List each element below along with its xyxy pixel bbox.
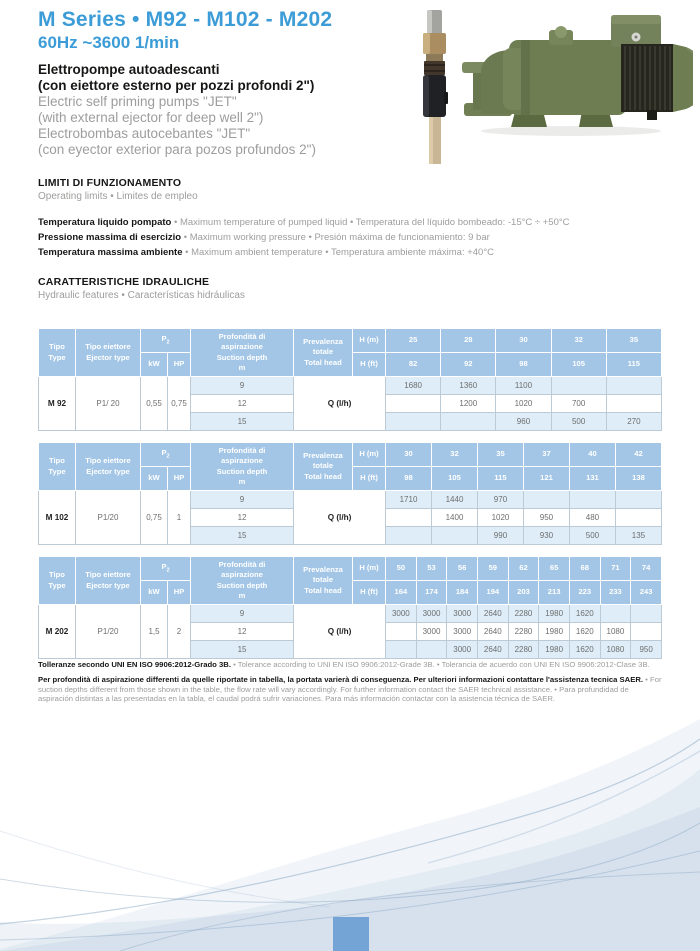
operating-limits-section <box>38 177 662 260</box>
description-line-en: Electric self priming pumps "JET" <box>38 93 237 109</box>
col-header-p2: $P_2$ <box>141 329 191 353</box>
spec-value: • Maximum temperature of pumped liquid • Temperatura del líquido bombeado: -15°C ÷ +50°C <box>171 217 570 228</box>
head-ft-value: 138 <box>615 467 661 491</box>
suction-depth-note <box>38 675 665 704</box>
flow-value: 2640 <box>477 605 508 623</box>
col-header-total-head: Prevalenza totale Total head <box>294 443 353 491</box>
flow-value: 1360 <box>441 377 496 395</box>
flow-value <box>523 491 569 509</box>
flow-value: 2280 <box>508 641 539 659</box>
col-header-type: Tipo Type <box>39 557 76 605</box>
head-ft-value: 184 <box>447 581 478 605</box>
spec-label: Temperatura massima ambiente <box>38 247 183 258</box>
note-bold: Per profondità di aspirazione differenti da quelle riportate in tabella, la portata varierà di conseguenza. Per ulteriori informazioni contattare l'assistenza tecnica SAER. <box>38 674 644 684</box>
flow-value: 1080 <box>600 623 631 641</box>
flow-value: 500 <box>551 413 606 431</box>
description-line-es: Electrobombas autocebantes "JET" <box>38 125 251 141</box>
flow-value: 135 <box>615 527 661 545</box>
head-m-value: 32 <box>432 443 478 467</box>
note-rest: • Tolerance according to UNI EN ISO 9906:2012-Grade 3B. • Tolerancia de acuerdo con UNI EN ISO 9906:2012-Clase 3B. <box>230 660 650 669</box>
hydraulics-heading: CARATTERISTICHE IDRAULICHE <box>38 276 210 288</box>
col-header-hp: HP <box>168 353 191 377</box>
flow-value: 990 <box>477 527 523 545</box>
flow-unit-label: Q (l/h) <box>294 377 386 431</box>
head-m-value: 42 <box>615 443 661 467</box>
head-ft-value: 203 <box>508 581 539 605</box>
suction-depth-value: 15 <box>191 641 294 659</box>
head-ft-value: 115 <box>606 353 661 377</box>
product-description <box>38 62 408 158</box>
flow-value: 950 <box>631 641 662 659</box>
power-kw: 0,75 <box>141 491 168 545</box>
hydraulic-tables <box>38 328 662 670</box>
head-m-value: 62 <box>508 557 539 581</box>
flow-value: 1980 <box>539 623 570 641</box>
spec-label: Temperatura liquido pompato <box>38 217 172 228</box>
power-hp: 0,75 <box>168 377 191 431</box>
flow-value: 2640 <box>477 641 508 659</box>
col-header-p2: $P_2$ <box>141 443 191 467</box>
power-hp: 1 <box>168 491 191 545</box>
footnotes <box>38 660 665 709</box>
ejector-type: P1/20 <box>76 491 141 545</box>
flow-unit-label: Q (l/h) <box>294 605 386 659</box>
flow-value: 3000 <box>447 623 478 641</box>
head-m-value: 30 <box>496 329 551 353</box>
power-hp: 2 <box>168 605 191 659</box>
head-m-value: 40 <box>569 443 615 467</box>
flow-value <box>386 623 417 641</box>
flow-value: 930 <box>523 527 569 545</box>
power-kw: 0,55 <box>141 377 168 431</box>
hydraulic-table-m92 <box>38 328 662 431</box>
flow-value <box>432 527 478 545</box>
flow-value <box>441 413 496 431</box>
decorative-waves <box>0 711 700 951</box>
row-header-head-m: H (m) <box>353 557 386 581</box>
head-ft-value: 243 <box>631 581 662 605</box>
suction-depth-value: 9 <box>191 605 294 623</box>
suction-depth-value: 12 <box>191 623 294 641</box>
flow-value <box>386 413 441 431</box>
flow-value: 2640 <box>477 623 508 641</box>
flow-value: 950 <box>523 509 569 527</box>
limits-spec-list <box>38 215 662 260</box>
description-line-es: (con eyector exterior para pozos profundos 2") <box>38 141 316 157</box>
spec-value: • Maximum ambient temperature • Temperatura ambiente máxima: +40°C <box>182 247 495 258</box>
ejector-type: P1/ 20 <box>76 377 141 431</box>
flow-value: 1080 <box>600 641 631 659</box>
flow-value: 2280 <box>508 605 539 623</box>
flow-value: 480 <box>569 509 615 527</box>
flow-value: 1400 <box>432 509 478 527</box>
head-ft-value: 105 <box>551 353 606 377</box>
ejector-illustration <box>423 10 448 164</box>
col-header-kw: kW <box>141 581 168 605</box>
col-header-type: Tipo Type <box>39 329 76 377</box>
note-rest: • For suction depths different from those shown in the table, the flow rate will vary accordingly. For further information contact the SAER technical assistance. • Para profundidad de aspiración distintas a las presentadas en la tabla, el caudal podrá sufrir variaciones. Para más información contactar con la asistencia técnica de SAER. <box>38 674 662 704</box>
head-ft-value: 164 <box>386 581 417 605</box>
power-kw: 1,5 <box>141 605 168 659</box>
flow-value: 1620 <box>569 641 600 659</box>
flow-value <box>631 605 662 623</box>
pump-model: M 202 <box>39 605 76 659</box>
row-header-head-m: H (m) <box>353 329 386 353</box>
suction-depth-value: 12 <box>191 509 294 527</box>
flow-value: 1020 <box>496 395 551 413</box>
head-m-value: 25 <box>386 329 441 353</box>
suction-depth-value: 9 <box>191 491 294 509</box>
flow-value: 500 <box>569 527 615 545</box>
col-header-total-head: Prevalenza totale Total head <box>294 557 353 605</box>
ejector-type: P1/20 <box>76 605 141 659</box>
page-title: M Series • M92 - M102 - M202 <box>38 8 333 31</box>
head-ft-value: 82 <box>386 353 441 377</box>
spec-line-max-pressure <box>38 230 662 245</box>
head-ft-value: 98 <box>496 353 551 377</box>
head-ft-value: 121 <box>523 467 569 491</box>
flow-value: 270 <box>606 413 661 431</box>
flow-value: 1680 <box>386 377 441 395</box>
description-line-en: (with external ejector for deep well 2") <box>38 109 264 125</box>
head-ft-value: 223 <box>569 581 600 605</box>
limits-heading: LIMITI DI FUNZIONAMENTO <box>38 177 182 189</box>
head-ft-value: 115 <box>477 467 523 491</box>
col-header-suction-depth: Profondità di aspirazione Suction depth m <box>191 557 294 605</box>
head-ft-value: 92 <box>441 353 496 377</box>
suction-depth-value: 12 <box>191 395 294 413</box>
page-subtitle: 60Hz ~3600 1/min <box>38 33 180 53</box>
page-marker <box>333 917 369 951</box>
head-m-value: 74 <box>631 557 662 581</box>
head-m-value: 71 <box>600 557 631 581</box>
spec-label: Pressione massima di esercizio <box>38 232 182 243</box>
hydraulic-table-m202 <box>38 556 662 659</box>
flow-value: 1980 <box>539 641 570 659</box>
head-m-value: 35 <box>477 443 523 467</box>
flow-value: 1980 <box>539 605 570 623</box>
flow-value: 1710 <box>386 491 432 509</box>
spec-line-temperature-liquid <box>38 215 662 230</box>
flow-value: 3000 <box>447 605 478 623</box>
flow-value: 970 <box>477 491 523 509</box>
page-header <box>38 8 408 158</box>
flow-value <box>569 491 615 509</box>
head-ft-value: 98 <box>386 467 432 491</box>
head-m-value: 59 <box>477 557 508 581</box>
flow-value <box>386 509 432 527</box>
head-m-value: 65 <box>539 557 570 581</box>
head-ft-value: 213 <box>539 581 570 605</box>
hydraulic-features-section <box>38 276 662 301</box>
head-ft-value: 174 <box>416 581 447 605</box>
col-header-p2: $P_2$ <box>141 557 191 581</box>
pump-illustration <box>462 15 693 136</box>
note-bold: Tolleranze secondo UNI EN ISO 9906:2012-Grado 3B. <box>38 660 231 669</box>
description-line-it: (con eiettore esterno per pozzi profondi 2") <box>38 77 315 93</box>
row-header-head-ft: H (ft) <box>353 467 386 491</box>
suction-depth-value: 15 <box>191 527 294 545</box>
flow-value <box>386 527 432 545</box>
col-header-ejector: Tipo eiettore Ejector type <box>76 443 141 491</box>
head-m-value: 28 <box>441 329 496 353</box>
flow-value: 960 <box>496 413 551 431</box>
head-ft-value: 105 <box>432 467 478 491</box>
flow-value: 2280 <box>508 623 539 641</box>
flow-unit-label: Q (l/h) <box>294 491 386 545</box>
flow-value <box>615 509 661 527</box>
row-header-head-m: H (m) <box>353 443 386 467</box>
spec-value: • Maximum working pressure • Presión máxima de funcionamiento: 9 bar <box>181 232 490 243</box>
hydraulics-subheading: Hydraulic features • Características hidráulicas <box>38 290 245 301</box>
flow-value: 1200 <box>441 395 496 413</box>
col-header-hp: HP <box>168 581 191 605</box>
head-m-value: 53 <box>416 557 447 581</box>
suction-depth-value: 15 <box>191 413 294 431</box>
description-line-it: Elettropompe autoadescanti <box>38 61 220 77</box>
flow-value: 3000 <box>416 623 447 641</box>
head-m-value: 56 <box>447 557 478 581</box>
flow-value <box>386 395 441 413</box>
pump-model: M 102 <box>39 491 76 545</box>
flow-value <box>600 605 631 623</box>
col-header-kw: kW <box>141 467 168 491</box>
flow-value <box>606 377 661 395</box>
tolerance-note <box>38 660 665 670</box>
col-header-ejector: Tipo eiettore Ejector type <box>76 329 141 377</box>
limits-subheading: Operating limits • Limites de empleo <box>38 191 198 202</box>
col-header-total-head: Prevalenza totale Total head <box>294 329 353 377</box>
flow-value <box>615 491 661 509</box>
flow-value: 1620 <box>569 605 600 623</box>
hydraulic-table-m102 <box>38 442 662 545</box>
head-m-value: 68 <box>569 557 600 581</box>
flow-value <box>386 641 417 659</box>
head-ft-value: 194 <box>477 581 508 605</box>
col-header-suction-depth: Profondità di aspirazione Suction depth m <box>191 443 294 491</box>
flow-value: 700 <box>551 395 606 413</box>
flow-value: 1440 <box>432 491 478 509</box>
col-header-kw: kW <box>141 353 168 377</box>
row-header-head-ft: H (ft) <box>353 581 386 605</box>
head-m-value: 32 <box>551 329 606 353</box>
flow-value <box>606 395 661 413</box>
col-header-hp: HP <box>168 467 191 491</box>
col-header-ejector: Tipo eiettore Ejector type <box>76 557 141 605</box>
pump-model: M 92 <box>39 377 76 431</box>
head-m-value: 30 <box>386 443 432 467</box>
flow-value: 1620 <box>569 623 600 641</box>
head-ft-value: 131 <box>569 467 615 491</box>
flow-value: 3000 <box>416 605 447 623</box>
head-ft-value: 233 <box>600 581 631 605</box>
suction-depth-value: 9 <box>191 377 294 395</box>
head-m-value: 37 <box>523 443 569 467</box>
pump-product-image <box>403 4 693 170</box>
flow-value <box>631 623 662 641</box>
row-header-head-ft: H (ft) <box>353 353 386 377</box>
head-m-value: 50 <box>386 557 417 581</box>
flow-value: 3000 <box>386 605 417 623</box>
col-header-type: Tipo Type <box>39 443 76 491</box>
flow-value: 1100 <box>496 377 551 395</box>
flow-value: 1020 <box>477 509 523 527</box>
spec-line-ambient-temperature <box>38 245 662 260</box>
col-header-suction-depth: Profondità di aspirazione Suction depth m <box>191 329 294 377</box>
flow-value <box>551 377 606 395</box>
head-m-value: 35 <box>606 329 661 353</box>
flow-value <box>416 641 447 659</box>
flow-value: 3000 <box>447 641 478 659</box>
